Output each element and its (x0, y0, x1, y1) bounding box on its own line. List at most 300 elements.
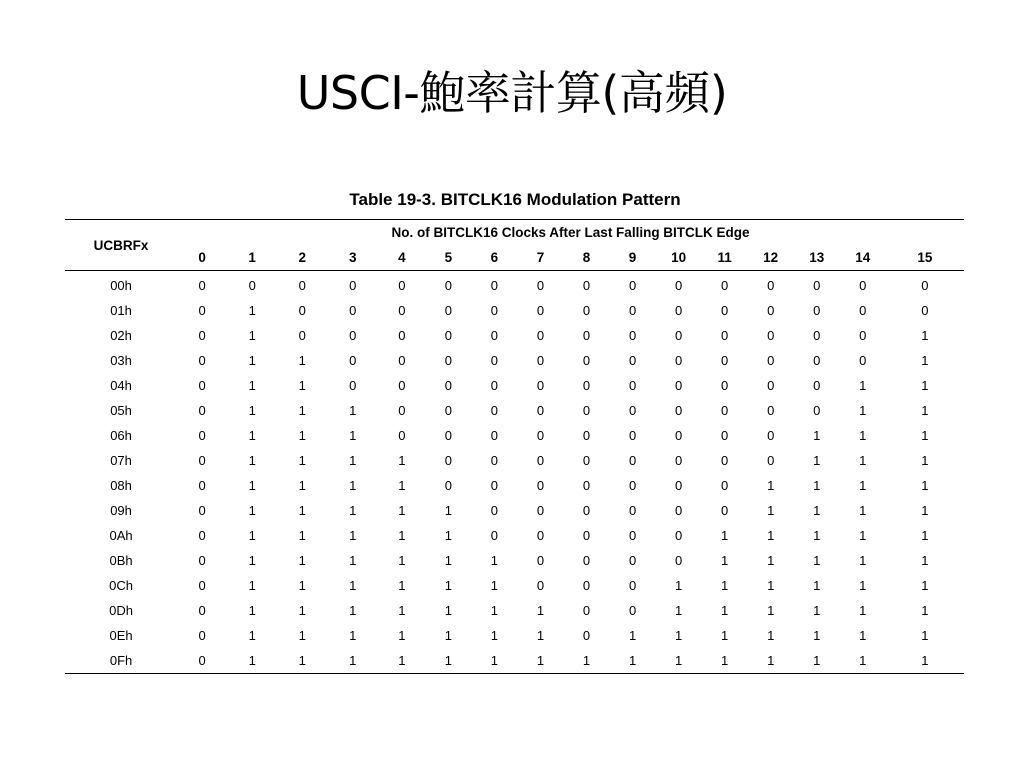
table-cell: 1 (398, 578, 406, 593)
table-cell: 1 (767, 528, 775, 543)
row-header-ucbrfx: UCBRFx (93, 237, 149, 253)
table-cell: 0 (628, 453, 637, 468)
table-cell: 0 (628, 603, 637, 618)
table-cell: 0 (813, 328, 821, 343)
table-cell: 1 (398, 628, 406, 643)
column-header-8: 8 (582, 250, 591, 265)
table-cell: 0 (198, 403, 206, 418)
table-cell: 1 (859, 503, 867, 518)
table-cell: 0 (767, 453, 775, 468)
column-header-5: 5 (444, 250, 453, 265)
table-cell: 1 (298, 528, 306, 543)
table-cell: 1 (248, 528, 256, 543)
table-cell: 0 (628, 503, 637, 518)
row-label: 04h (110, 378, 132, 393)
table-cell: 1 (398, 603, 406, 618)
table-cell: 0 (490, 503, 499, 518)
column-header-4: 4 (398, 250, 406, 265)
table-cell: 0 (198, 303, 206, 318)
column-header-7: 7 (536, 250, 545, 265)
table-cell: 1 (298, 428, 306, 443)
table-cell: 0 (628, 303, 637, 318)
row-label: 0Dh (109, 603, 133, 618)
table-cell: 1 (248, 578, 256, 593)
table-cell: 0 (349, 328, 357, 343)
table-cell: 0 (198, 528, 206, 543)
table-cell: 1 (813, 603, 821, 618)
table-cell: 0 (536, 303, 545, 318)
table-cell: 1 (628, 628, 637, 643)
row-label: 05h (110, 403, 132, 418)
table-cell: 0 (674, 478, 683, 493)
table-cell: 1 (813, 578, 821, 593)
table-cell: 0 (536, 478, 545, 493)
column-header-14: 14 (855, 250, 871, 265)
row-label: 01h (110, 303, 132, 318)
table-cell: 0 (398, 353, 406, 368)
table-cell: 1 (398, 453, 406, 468)
table-cell: 0 (198, 653, 206, 668)
table-cell: 0 (582, 328, 591, 343)
table-cell: 0 (198, 328, 206, 343)
table-cell: 1 (813, 478, 821, 493)
column-header-0: 0 (198, 250, 206, 265)
table-cell: 0 (674, 553, 683, 568)
table-cell: 1 (859, 553, 867, 568)
table-cell: 0 (198, 628, 206, 643)
table-cell: 1 (349, 603, 357, 618)
table-cell: 0 (536, 528, 545, 543)
column-group-header: No. of BITCLK16 Clocks After Last Falling BITCLK Edge (391, 225, 750, 240)
table-cell: 1 (444, 628, 452, 643)
table-cell: 0 (859, 303, 867, 318)
table-cell: 0 (444, 303, 452, 318)
table-cell: 1 (767, 578, 775, 593)
table-cell: 0 (721, 328, 729, 343)
table-cell: 0 (490, 478, 499, 493)
table-cell: 0 (398, 328, 406, 343)
table-cell: 0 (198, 453, 206, 468)
table-cell: 1 (298, 353, 306, 368)
table-cell: 0 (767, 303, 775, 318)
column-header-2: 2 (298, 250, 306, 265)
table-cell: 1 (490, 553, 499, 568)
table-cell: 1 (298, 453, 306, 468)
table-cell: 0 (398, 278, 406, 293)
table-cell: 1 (444, 603, 452, 618)
table-row (65, 473, 964, 498)
table-cell: 0 (536, 453, 545, 468)
column-header-3: 3 (349, 250, 357, 265)
table-cell: 1 (298, 478, 306, 493)
table-cell: 1 (248, 478, 256, 493)
table-cell: 1 (921, 478, 929, 493)
table-cell: 0 (628, 328, 637, 343)
row-label: 0Fh (109, 653, 133, 668)
table-cell: 1 (767, 553, 775, 568)
table-cell: 0 (674, 503, 683, 518)
table-cell: 0 (582, 478, 591, 493)
table-cell: 0 (536, 578, 545, 593)
table-cell: 1 (349, 528, 357, 543)
table-cell: 0 (536, 553, 545, 568)
table-cell: 0 (628, 478, 637, 493)
table-cell: 0 (198, 578, 206, 593)
table-cell: 1 (490, 628, 499, 643)
column-header-15: 15 (917, 250, 933, 265)
table-cell: 1 (859, 478, 867, 493)
table-cell: 1 (398, 653, 406, 668)
table-cell: 1 (721, 603, 729, 618)
table-cell: 1 (490, 603, 499, 618)
table-cell: 1 (398, 528, 406, 543)
table-cell: 1 (349, 628, 357, 643)
table-cell: 1 (859, 628, 867, 643)
table-cell: 0 (721, 453, 729, 468)
table-cell: 0 (536, 378, 545, 393)
row-label: 03h (110, 353, 132, 368)
table-cell: 1 (859, 428, 867, 443)
table-cell: 0 (536, 403, 545, 418)
modulation-pattern-table (65, 219, 964, 674)
table-cell: 0 (767, 278, 775, 293)
table-cell: 0 (767, 428, 775, 443)
table-cell: 0 (298, 328, 306, 343)
table-cell: 0 (674, 453, 683, 468)
table-cell: 0 (398, 428, 406, 443)
row-label: 08h (110, 478, 132, 493)
table-cell: 0 (721, 278, 729, 293)
table-cell: 0 (628, 578, 637, 593)
table-cell: 1 (536, 628, 545, 643)
table-cell: 1 (721, 553, 729, 568)
table-caption: Table 19-3. BITCLK16 Modulation Pattern (349, 190, 681, 209)
table-cell: 1 (248, 328, 256, 343)
table-cell: 0 (582, 403, 591, 418)
table-cell: 1 (813, 528, 821, 543)
table-cell: 1 (721, 653, 729, 668)
table-cell: 1 (921, 428, 929, 443)
table-cell: 1 (490, 578, 499, 593)
column-header-11: 11 (717, 250, 732, 265)
table-cell: 0 (444, 278, 452, 293)
table-cell: 1 (349, 578, 357, 593)
table-cell: 0 (582, 278, 591, 293)
row-label: 07h (110, 453, 132, 468)
table-cell: 1 (248, 653, 256, 668)
table-cell: 0 (813, 278, 821, 293)
table-row (65, 498, 964, 523)
table-cell: 1 (349, 553, 357, 568)
row-label: 0Bh (109, 553, 133, 568)
table-row (65, 298, 964, 323)
table-cell: 1 (248, 628, 256, 643)
table-row (65, 548, 964, 573)
table-cell: 1 (721, 628, 729, 643)
table-row (65, 448, 964, 473)
table-cell: 0 (444, 353, 452, 368)
table-cell: 1 (767, 503, 775, 518)
table-cell: 1 (444, 503, 452, 518)
table-cell: 0 (490, 428, 499, 443)
table-cell: 0 (628, 553, 637, 568)
table-row (65, 598, 964, 623)
table-cell: 1 (859, 653, 867, 668)
table-cell: 0 (444, 428, 452, 443)
table-row (65, 348, 964, 373)
table-cell: 0 (628, 278, 637, 293)
table-cell: 0 (536, 278, 545, 293)
table-cell: 1 (674, 628, 683, 643)
table-cell: 1 (298, 378, 306, 393)
table-cell: 1 (921, 378, 929, 393)
table-cell: 0 (628, 353, 637, 368)
table-cell: 1 (298, 578, 306, 593)
table-cell: 1 (921, 528, 929, 543)
row-label: 09h (110, 503, 132, 518)
table-cell: 1 (248, 378, 256, 393)
table-cell: 1 (298, 503, 306, 518)
table-cell: 0 (198, 378, 206, 393)
table-cell: 0 (198, 503, 206, 518)
table-cell: 0 (444, 478, 452, 493)
table-cell: 0 (444, 378, 452, 393)
column-header-9: 9 (628, 250, 637, 265)
table-cell: 0 (582, 428, 591, 443)
table-row (65, 398, 964, 423)
table-cell: 0 (444, 453, 452, 468)
column-header-10: 10 (671, 250, 687, 265)
table-cell: 0 (813, 303, 821, 318)
column-header-12: 12 (763, 250, 779, 265)
table-cell: 1 (921, 403, 929, 418)
table-cell: 1 (349, 403, 357, 418)
table-cell: 0 (298, 303, 306, 318)
table-cell: 0 (859, 353, 867, 368)
table-cell: 0 (198, 428, 206, 443)
table-cell: 0 (398, 378, 406, 393)
table-cell: 0 (536, 503, 545, 518)
table-cell: 0 (859, 328, 867, 343)
table-cell: 0 (198, 278, 206, 293)
table-cell: 0 (582, 553, 591, 568)
table-row (65, 648, 964, 674)
table-cell: 0 (813, 378, 821, 393)
table-row (65, 623, 964, 648)
row-label: 0Ch (109, 578, 133, 593)
table-cell: 1 (444, 578, 452, 593)
row-label: 0Ah (109, 528, 133, 543)
table-cell: 1 (813, 653, 821, 668)
table-cell: 1 (859, 528, 867, 543)
table-cell: 1 (349, 503, 357, 518)
table-cell: 0 (767, 378, 775, 393)
table-cell: 1 (721, 578, 729, 593)
table-cell: 0 (490, 453, 499, 468)
table-cell: 1 (859, 603, 867, 618)
table-cell: 0 (536, 353, 545, 368)
table-cell: 0 (628, 403, 637, 418)
table-cell: 1 (921, 553, 929, 568)
table-cell: 0 (582, 303, 591, 318)
table-cell: 0 (721, 378, 729, 393)
table-row (65, 373, 964, 398)
table-row (65, 271, 964, 299)
table-cell: 0 (767, 403, 775, 418)
table-cell: 1 (674, 603, 683, 618)
table-cell: 0 (721, 428, 729, 443)
table-cell: 0 (349, 353, 357, 368)
table-cell: 1 (349, 478, 357, 493)
table-cell: 0 (921, 278, 929, 293)
table-cell: 0 (398, 303, 406, 318)
table-cell: 1 (813, 453, 821, 468)
table-cell: 0 (349, 303, 357, 318)
slide-title: USCI-鮑率計算(高頻) (296, 66, 728, 120)
table-cell: 0 (582, 578, 591, 593)
table-cell: 0 (198, 603, 206, 618)
table-cell: 1 (536, 653, 545, 668)
table-cell: 0 (721, 303, 729, 318)
table-row (65, 573, 964, 598)
table-cell: 0 (721, 478, 729, 493)
table-cell: 0 (582, 603, 591, 618)
table-cell: 0 (582, 378, 591, 393)
table-cell: 1 (813, 553, 821, 568)
column-header-1: 1 (248, 250, 256, 265)
table-cell: 1 (813, 628, 821, 643)
table-cell: 1 (767, 653, 775, 668)
table-cell: 1 (582, 653, 591, 668)
table-cell: 1 (767, 628, 775, 643)
table-cell: 1 (674, 653, 683, 668)
table-cell: 1 (721, 528, 729, 543)
table-row (65, 423, 964, 448)
table-cell: 0 (490, 403, 499, 418)
table-cell: 0 (859, 278, 867, 293)
row-label: 02h (110, 328, 132, 343)
table-cell: 0 (674, 403, 683, 418)
table-cell: 0 (444, 328, 452, 343)
table-cell: 0 (248, 278, 256, 293)
table-cell: 1 (298, 628, 306, 643)
table-cell: 1 (398, 478, 406, 493)
column-header-row (65, 245, 964, 271)
table-cell: 0 (198, 353, 206, 368)
table-cell: 1 (248, 453, 256, 468)
table-cell: 1 (444, 553, 452, 568)
table-cell: 1 (921, 453, 929, 468)
table-cell: 1 (248, 603, 256, 618)
table-cell: 0 (674, 378, 683, 393)
table-cell: 0 (674, 353, 683, 368)
table-cell: 0 (298, 278, 306, 293)
table-cell: 1 (859, 578, 867, 593)
table-cell: 0 (490, 278, 499, 293)
column-header-6: 6 (490, 250, 499, 265)
table-cell: 1 (921, 603, 929, 618)
table-cell: 1 (921, 653, 929, 668)
table-cell: 1 (298, 653, 306, 668)
table-cell: 0 (536, 328, 545, 343)
column-header-13: 13 (809, 250, 825, 265)
table-cell: 0 (444, 403, 452, 418)
table-cell: 0 (198, 478, 206, 493)
table-cell: 0 (582, 503, 591, 518)
table-cell: 0 (628, 378, 637, 393)
table-cell: 1 (921, 578, 929, 593)
table-cell: 0 (628, 428, 637, 443)
table-body (65, 271, 964, 674)
table-cell: 0 (582, 453, 591, 468)
table-cell: 0 (398, 403, 406, 418)
table-cell: 1 (444, 653, 452, 668)
table-cell: 1 (298, 603, 306, 618)
table-cell: 0 (721, 353, 729, 368)
table-cell: 0 (582, 353, 591, 368)
table-cell: 0 (582, 528, 591, 543)
table-cell: 1 (248, 403, 256, 418)
table-cell: 0 (767, 353, 775, 368)
table-cell: 0 (674, 328, 683, 343)
table-cell: 0 (490, 378, 499, 393)
table-cell: 1 (813, 503, 821, 518)
table-row (65, 523, 964, 548)
table-cell: 0 (490, 328, 499, 343)
table-cell: 1 (248, 303, 256, 318)
table-cell: 0 (674, 303, 683, 318)
table-cell: 0 (628, 528, 637, 543)
table-cell: 0 (536, 428, 545, 443)
table-cell: 1 (921, 503, 929, 518)
table-cell: 0 (674, 528, 683, 543)
table-cell: 1 (767, 478, 775, 493)
table-cell: 1 (921, 328, 929, 343)
table-cell: 0 (721, 503, 729, 518)
table-cell: 1 (444, 528, 452, 543)
table-cell: 1 (248, 553, 256, 568)
table-cell: 0 (813, 403, 821, 418)
table-cell: 1 (921, 628, 929, 643)
modulation-table-container (65, 219, 964, 674)
row-label: 0Eh (109, 628, 133, 643)
table-cell: 1 (628, 653, 637, 668)
table-cell: 0 (490, 303, 499, 318)
table-cell: 0 (767, 328, 775, 343)
table-cell: 1 (859, 453, 867, 468)
table-cell: 0 (349, 378, 357, 393)
table-cell: 1 (536, 603, 545, 618)
row-label: 00h (110, 278, 132, 293)
table-cell: 0 (674, 428, 683, 443)
table-cell: 1 (490, 653, 499, 668)
table-cell: 1 (349, 453, 357, 468)
table-cell: 0 (582, 628, 591, 643)
table-cell: 1 (921, 353, 929, 368)
table-cell: 1 (349, 428, 357, 443)
table-cell: 1 (248, 503, 256, 518)
table-cell: 0 (813, 353, 821, 368)
table-cell: 1 (248, 428, 256, 443)
row-label: 06h (110, 428, 132, 443)
table-cell: 1 (859, 403, 867, 418)
table-cell: 0 (674, 278, 683, 293)
table-cell: 1 (813, 428, 821, 443)
table-cell: 0 (490, 528, 499, 543)
table-cell: 0 (198, 553, 206, 568)
table-header (65, 220, 964, 271)
table-cell: 1 (859, 378, 867, 393)
